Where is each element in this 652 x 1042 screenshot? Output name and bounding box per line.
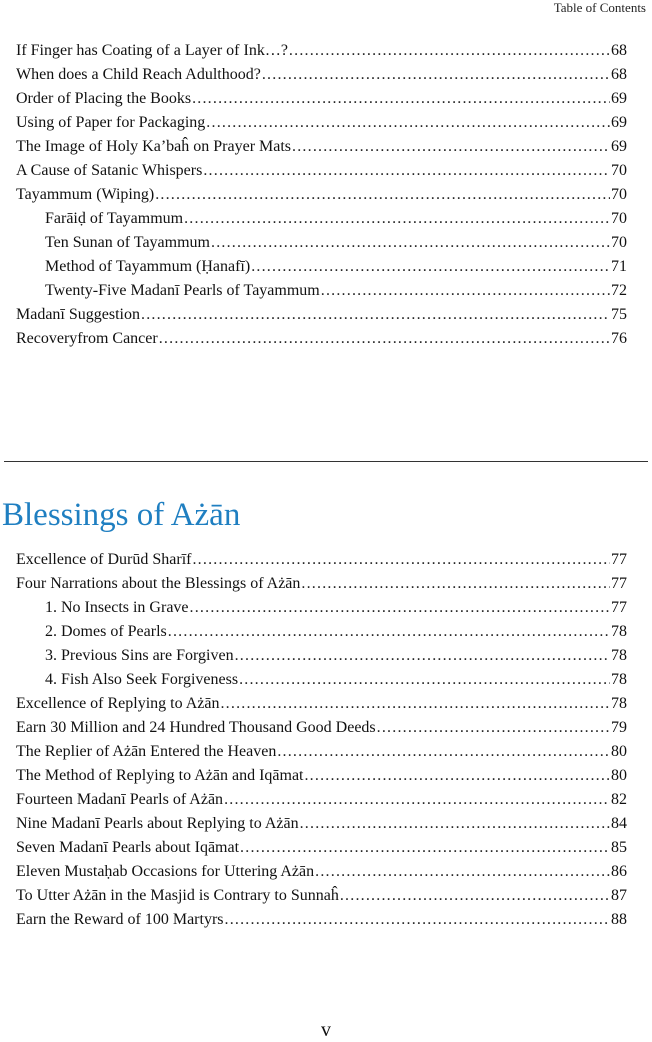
toc-entry-page: 85 [611,839,627,856]
toc-entry[interactable] [45,620,627,644]
toc-entry-page: 70 [611,186,627,203]
dot-leader [190,596,610,620]
toc-entry[interactable] [16,884,627,908]
toc-entry-page: 70 [611,210,627,227]
toc-entry-page: 69 [611,138,627,155]
dot-leader [206,111,610,135]
toc-entry-title: Method of Tayammum (Ḥanafī) [45,258,251,275]
dot-leader [304,764,610,788]
running-header: Table of Contents [553,0,646,15]
dot-leader [184,207,610,231]
dot-leader [315,860,610,884]
toc-entry-title: The Method of Replying to Ażān and Iqāmat [16,767,304,784]
toc-entry-page: 70 [611,234,627,251]
toc-entry-title: Excellence of Durūd Sharīf [16,551,192,568]
dot-leader [277,740,610,764]
toc-entry[interactable] [45,231,627,255]
toc-entry-page: 72 [611,282,627,299]
toc-entry-title: To Utter Ażān in the Masjid is Contrary to Sunnaĥ [16,887,339,904]
chapter-heading: Blessings of Ażān [2,497,241,533]
page-number: v [321,1019,331,1041]
toc-entry[interactable] [16,183,627,207]
toc-entry[interactable] [16,812,627,836]
toc-entry-page: 68 [611,42,627,59]
dot-leader [292,135,610,159]
toc-entry[interactable] [16,548,627,572]
toc-entry-page: 82 [611,791,627,808]
dot-leader [159,327,610,351]
dot-leader [239,668,610,692]
section-divider [4,461,648,462]
toc-entry[interactable] [16,860,627,884]
toc-entry-title: Ten Sunan of Tayammum [45,234,210,251]
toc-entry-title: Seven Madanī Pearls about Iqāmat [16,839,240,856]
dot-leader [251,255,610,279]
toc-entry[interactable] [45,644,627,668]
toc-entry[interactable] [16,63,627,87]
dot-leader [300,812,610,836]
toc-entry-title: Eleven Mustaḥab Occasions for Uttering Ażān [16,863,315,880]
toc-entry-title: 3. Previous Sins are Forgiven [45,647,234,664]
toc-entry-title: Madanī Suggestion [16,306,140,323]
toc-entry-page: 78 [611,623,627,640]
toc-entry-page: 78 [611,671,627,688]
toc-entry-page: 77 [611,575,627,592]
toc-entry-title: Farāiḍ of Tayammum [45,210,184,227]
toc-entry-page: 71 [611,258,627,275]
dot-leader [155,183,610,207]
toc-entry-title: Twenty-Five Madanī Pearls of Tayammum [45,282,320,299]
toc-entry-page: 87 [611,887,627,904]
dot-leader [262,63,610,87]
toc-entry[interactable] [16,39,627,63]
toc-entry-title: Excellence of Replying to Ażān [16,695,220,712]
toc-entry-title: When does a Child Reach Adulthood? [16,66,261,83]
toc-entry-page: 76 [611,330,627,347]
toc-entry-title: 1. No Insects in Grave [45,599,189,616]
toc-entry-title: Tayammum (Wiping) [16,186,155,203]
toc-entry-page: 78 [611,695,627,712]
toc-entry-page: 69 [611,114,627,131]
toc-entry-title: A Cause of Satanic Whispers [16,162,203,179]
dot-leader [240,836,610,860]
toc-entry-title: 2. Domes of Pearls [45,623,167,640]
toc-entry[interactable] [16,836,627,860]
toc-entry-title: Earn 30 Million and 24 Hundred Thousand Good Deeds [16,719,376,736]
toc-entry[interactable] [16,303,627,327]
toc-entry-page: 77 [611,599,627,616]
toc-entry-title: Earn the Reward of 100 Martyrs [16,911,224,928]
toc-entry[interactable] [16,764,627,788]
toc-entry-page: 68 [611,66,627,83]
dot-leader [168,620,610,644]
toc-entry[interactable] [45,207,627,231]
toc-entry-title: Nine Madanī Pearls about Replying to Ażān [16,815,299,832]
toc-entry[interactable] [16,572,627,596]
dot-leader [225,908,611,932]
toc-entry[interactable] [45,596,627,620]
toc-entry-page: 77 [611,551,627,568]
toc-entry-page: 80 [611,743,627,760]
toc-entry[interactable] [16,908,627,932]
toc-entry[interactable] [45,668,627,692]
dot-leader [192,87,610,111]
toc-entry[interactable] [16,87,627,111]
dot-leader [224,788,610,812]
toc-entry-page: 78 [611,647,627,664]
dot-leader [203,159,610,183]
toc-entry-title: 4. Fish Also Seek Forgiveness [45,671,239,688]
toc-entry[interactable] [16,740,627,764]
toc-entry-title: Four Narrations about the Blessings of Ażān [16,575,301,592]
toc-entry[interactable] [16,159,627,183]
toc-entry-title: Using of Paper for Packaging [16,114,206,131]
toc-entry[interactable] [45,255,627,279]
dot-leader [192,548,610,572]
dot-leader [377,716,610,740]
toc-entry-page: 86 [611,863,627,880]
dot-leader [301,572,610,596]
toc-entry-page: 75 [611,306,627,323]
dot-leader [141,303,610,327]
toc-entry-page: 88 [611,911,627,928]
toc-entry-page: 84 [611,815,627,832]
toc-entry[interactable] [16,327,627,351]
dot-leader [321,279,610,303]
toc-entry[interactable] [16,692,627,716]
toc-entry[interactable] [16,716,627,740]
toc-entry-title: Recoveryfrom Cancer [16,330,158,347]
toc-entry-page: 79 [611,719,627,736]
dot-leader [211,231,610,255]
toc-entry[interactable] [16,111,627,135]
toc-entry[interactable] [16,788,627,812]
dot-leader [235,644,610,668]
toc-entry-title: If Finger has Coating of a Layer of Ink…? [16,42,288,59]
toc-entry-title: The Replier of Ażān Entered the Heaven [16,743,277,760]
toc-entry[interactable] [45,279,627,303]
toc-entry-page: 70 [611,162,627,179]
toc-entry-title: Fourteen Madanī Pearls of Ażān [16,791,224,808]
dot-leader [289,39,610,63]
dot-leader [220,692,610,716]
dot-leader [340,884,610,908]
toc-entry[interactable] [16,135,627,159]
toc-entry-page: 80 [611,767,627,784]
toc-entry-page: 69 [611,90,627,107]
toc-entry-title: The Image of Holy Ka’baĥ on Prayer Mats [16,138,292,155]
toc-entry-title: Order of Placing the Books [16,90,192,107]
